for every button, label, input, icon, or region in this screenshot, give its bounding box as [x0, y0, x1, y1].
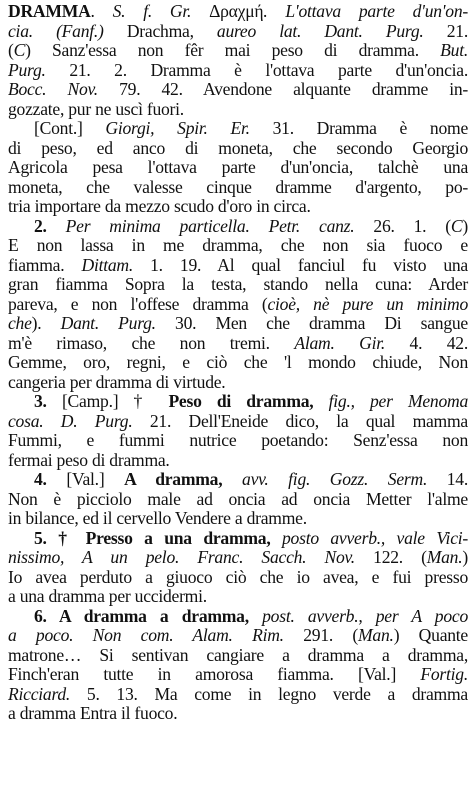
entry-line [8, 197, 468, 217]
text-run: Fummi, e fummi nutrice poetando: Senz'essa non [8, 430, 468, 450]
text-run: 1. 19. Al qual fanciul fu visto una [150, 254, 468, 275]
text-run: pareva, e non l'offese dramma ( [8, 293, 268, 314]
text-run: ) Quante [393, 625, 468, 645]
text-run: di peso, ed anco di moneta, che secondo Georgio [8, 137, 468, 158]
entry-line [8, 139, 468, 159]
dictionary-entry-dramma [8, 2, 468, 724]
bold-run: A dramma, [124, 469, 243, 489]
entry-line [8, 119, 468, 139]
entry-line [8, 61, 468, 81]
italic-run: cia. (Fanf.) [8, 20, 127, 41]
text-run: [Cont.] [34, 118, 106, 138]
bold-run: 5. † Presso a una dramma, [34, 527, 282, 548]
text-run: Agricola pesa l'ottava parte d'un'oncia, talchè una [8, 157, 468, 177]
text-run: 21. Dell'Eneide dico, la qual mamma [149, 410, 468, 431]
italic-run: Ricciard. [8, 683, 87, 704]
italic-run: post. avverb., per A poco [262, 605, 468, 626]
entry-line [8, 80, 468, 100]
entry-line [8, 704, 468, 724]
entry-line [8, 353, 468, 373]
entry-line [8, 509, 468, 529]
text-run: fiamma. [8, 254, 82, 275]
italic-run: C [450, 215, 463, 236]
text-run: gran fiamma Sopra la testa, stando nella cuna: Arder [8, 274, 468, 294]
entry-line [8, 295, 468, 315]
entry-line [8, 41, 468, 61]
text-run: Io avea perduto a giuoco ciò che io avea, e fui presso [8, 566, 468, 587]
entry-line [8, 314, 468, 334]
entry-line [8, 685, 468, 705]
text-run: 31. Dramma è nome [272, 118, 469, 138]
entry-line [8, 100, 468, 120]
entry-line [8, 236, 468, 256]
text-run: E non lassa in me dramma, che non sia fuoco e [8, 235, 468, 255]
bold-run: DRAMMA [8, 1, 91, 21]
text-run: matrone… Si sentivan cangiare a dramma a dramma, [8, 644, 468, 665]
text-run: 14. [446, 469, 468, 489]
text-run: 21. [446, 20, 468, 41]
text-run: 30. Men che dramma Di sangue [175, 313, 468, 333]
text-run: [Camp.] † [61, 391, 169, 411]
sense-3-line [8, 392, 468, 412]
sense-5-line [8, 529, 468, 549]
entry-line [8, 431, 468, 451]
text-run: Δραχμή [209, 1, 264, 21]
italic-run: Bocc. Nov. [8, 79, 120, 99]
italic-run: Alam. Gir. [294, 332, 410, 353]
text-run: fermai peso di dramma. [8, 449, 170, 470]
entry-line [8, 490, 468, 510]
text-run: 122. ( [373, 547, 427, 567]
bold-run: 2. [34, 215, 66, 236]
italic-run: . L'ottava parte d'un'on- [263, 1, 469, 21]
italic-run: Dant. Purg. [60, 313, 176, 333]
sense-4-line [8, 470, 468, 490]
text-run: Finch'eran tutte in amorosa fiamma. [Val.] [8, 664, 421, 684]
text-run: ( [8, 40, 14, 60]
bold-run: 3. [34, 391, 62, 411]
entry-line [8, 587, 468, 607]
italic-run: avv. fig. Gozz. Serm. [242, 469, 447, 489]
entry-line [8, 548, 468, 568]
text-run: 79. 42. Avendone alquante dramme in- [119, 79, 468, 99]
italic-run: che [8, 313, 32, 333]
italic-run: Giorgi, Spir. Er. [105, 118, 273, 138]
text-run: ) [462, 215, 469, 236]
entry-line [8, 451, 468, 471]
entry-line [8, 665, 468, 685]
entry-line [8, 22, 468, 42]
text-run: 26. 1. ( [373, 215, 451, 236]
italic-run: Man. [426, 547, 463, 567]
text-run: 21. 2. Dramma è l'ottava parte d'un'oncia. [69, 59, 468, 80]
text-run: ) Sanz'essa non fêr mai peso di dramma. [25, 40, 441, 60]
italic-run: a poco. Non com. Alam. Rim. [8, 625, 304, 645]
sense-2-line [8, 217, 468, 237]
text-run: ) [462, 547, 468, 567]
italic-run: posto avverb., vale Vici- [282, 527, 468, 548]
entry-line [8, 412, 468, 432]
italic-run: S. f. Gr. [112, 1, 210, 21]
text-run: ). [31, 313, 61, 333]
entry-line [8, 275, 468, 295]
text-run: 4. 42. [409, 332, 468, 353]
text-run: tria importare da mezzo scudo d'oro in circa. [8, 196, 311, 216]
text-run: m'è rimaso, che non tremi. [8, 332, 295, 353]
bold-run: 6. A dramma a dramma, [34, 605, 263, 626]
italic-run: Per minima particella. Petr. canz. [65, 215, 374, 236]
italic-run: nissimo, A un pelo. Franc. Sacch. Nov. [8, 547, 374, 567]
entry-line [8, 626, 468, 646]
bold-run: 4. [34, 469, 67, 489]
entry-line [8, 256, 468, 276]
text-run: cangeria per dramma di virtude. [8, 371, 226, 392]
italic-run: But. [440, 40, 468, 60]
text-run: moneta, che valesse cinque dramme d'argento, po- [8, 176, 468, 197]
italic-run: aureo lat. Dant. Purg. [216, 20, 447, 41]
sense-6-line [8, 607, 468, 627]
text-run: Non è picciolo male ad oncia ad oncia Metter l'alme [8, 488, 468, 509]
text-run: 291. ( [303, 625, 359, 645]
italic-run: Dittam. [81, 254, 151, 275]
italic-run: Man. [358, 625, 394, 645]
italic-run: cioè, nè pure un minimo [267, 293, 469, 314]
bold-run: Peso di dramma, [168, 391, 329, 411]
text-run: [Val.] [66, 469, 125, 489]
italic-run: Purg. [8, 59, 70, 80]
entry-line [8, 158, 468, 178]
text-run: a una dramma per uccidermi. [8, 586, 207, 606]
text-run: . [90, 1, 113, 21]
text-run: Gemme, oro, regni, e ciò che 'l mondo chiude, Non [8, 352, 468, 372]
text-run: in bilance, ed il cervello Vendere a dramme. [8, 508, 307, 528]
entry-line [8, 646, 468, 666]
entry-line [8, 568, 468, 588]
italic-run: cosa. D. Purg. [8, 410, 150, 431]
italic-run: Fortig. [420, 664, 468, 684]
text-run: a dramma Entra il fuoco. [8, 703, 178, 723]
italic-run: C [13, 40, 26, 60]
text-run: 5. 13. Ma come in legno verde a dramma [86, 683, 468, 704]
text-run: Drachma, [126, 20, 217, 41]
italic-run: fig., per Menoma [328, 391, 469, 411]
entry-line [8, 334, 468, 354]
entry-line [8, 2, 468, 22]
entry-line [8, 373, 468, 393]
text-run: gozzate, pur ne uscì fuori. [8, 98, 184, 119]
entry-line [8, 178, 468, 198]
